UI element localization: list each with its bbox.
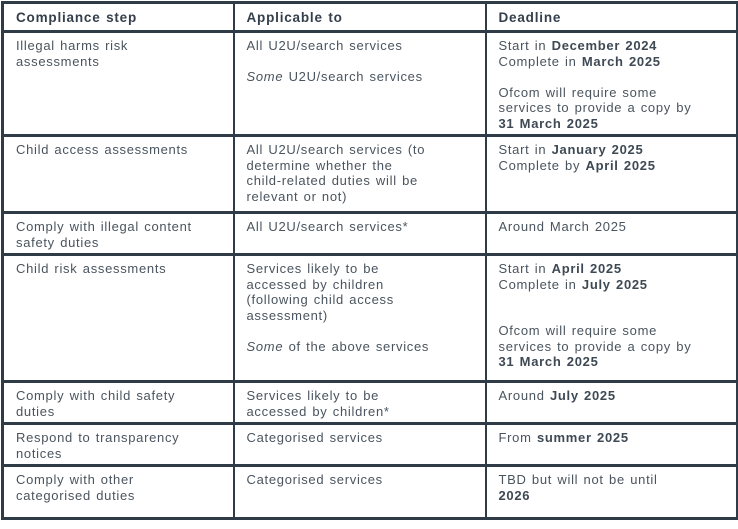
text-span: categorised duties <box>16 487 136 503</box>
compliance-step-cell <box>3 382 234 424</box>
text-span: Start in <box>498 142 552 157</box>
bold-text: December 2024 <box>551 38 658 53</box>
text-span: Services likely to be <box>246 261 380 276</box>
deadline-cell <box>486 466 738 519</box>
text-span: Comply with other <box>16 472 134 487</box>
text-span: Complete in <box>498 53 582 69</box>
deadline-cell <box>486 382 738 424</box>
table-row <box>3 382 738 424</box>
cell-line <box>499 158 725 174</box>
bold-text: March 2025 <box>581 53 661 69</box>
cell-line <box>16 404 221 420</box>
cell-line <box>499 142 725 158</box>
applicable-to-cell <box>234 32 486 136</box>
header-compliance-step: Compliance step <box>3 3 234 32</box>
text-span: From <box>498 430 537 445</box>
text-span: Complete by <box>498 157 586 173</box>
cell-line <box>247 261 473 277</box>
cell-line <box>247 142 473 158</box>
header-applicable-to: Applicable to <box>234 3 486 32</box>
bold-text: 31 March 2025 <box>498 115 599 131</box>
cell-line <box>16 472 221 488</box>
text-span: Categorised services <box>246 430 383 445</box>
cell-line <box>247 69 473 85</box>
cell-line <box>16 38 221 54</box>
text-span: assessments <box>16 53 100 69</box>
cell-line <box>499 472 725 488</box>
deadline-cell <box>486 136 738 213</box>
cell-line <box>499 261 725 277</box>
table-row <box>3 255 738 382</box>
text-span: duties <box>16 403 55 419</box>
compliance-step-cell <box>3 424 234 466</box>
bold-text: April 2025 <box>585 157 656 173</box>
cell-line <box>247 292 473 308</box>
cell-line <box>16 54 221 70</box>
cell-line <box>499 323 725 339</box>
applicable-to-cell <box>234 255 486 382</box>
compliance-step-cell <box>3 32 234 136</box>
text-span: Start in <box>498 261 552 276</box>
cell-line <box>16 219 221 235</box>
blank-line <box>499 292 725 308</box>
text-span: Services likely to be <box>246 388 380 403</box>
cell-line <box>499 388 725 404</box>
bold-text: July 2025 <box>549 388 616 403</box>
bold-text: 2026 <box>498 487 531 503</box>
text-span: U2U/search services <box>283 69 423 84</box>
text-span: safety duties <box>16 234 100 250</box>
compliance-table <box>1 1 738 520</box>
compliance-step-cell <box>3 136 234 213</box>
cell-line <box>247 308 473 324</box>
cell-line <box>247 38 473 54</box>
text-span: accessed by children <box>246 276 384 292</box>
cell-line <box>16 261 221 277</box>
text-span: services to provide a copy by <box>498 338 692 354</box>
cell-line <box>247 339 473 355</box>
applicable-to-cell <box>234 136 486 213</box>
italic-text: Some <box>246 69 284 84</box>
cell-line <box>16 446 221 462</box>
text-span: child-related duties will be <box>246 173 418 188</box>
cell-line <box>16 430 221 446</box>
cell-line <box>247 189 473 205</box>
text-span: All U2U/search services* <box>246 219 409 234</box>
deadline-cell <box>486 32 738 136</box>
text-span: notices <box>16 445 63 461</box>
text-span: (following child access <box>246 292 394 307</box>
cell-line <box>247 472 473 488</box>
bold-text: 31 March 2025 <box>498 354 599 369</box>
cell-line <box>499 54 725 70</box>
cell-line <box>247 430 473 446</box>
deadline-cell <box>486 213 738 255</box>
blank-line <box>247 323 473 339</box>
text-span: of the above services <box>283 338 430 354</box>
compliance-step-cell <box>3 213 234 255</box>
blank-line <box>499 69 725 85</box>
cell-line <box>499 277 725 293</box>
text-span: Around <box>498 388 550 403</box>
header-deadline: Deadline <box>486 3 738 32</box>
text-span: Start in <box>498 38 552 53</box>
applicable-to-cell <box>234 382 486 424</box>
compliance-step-cell <box>3 255 234 382</box>
deadline-cell <box>486 424 738 466</box>
text-span: determine whether the <box>246 157 393 173</box>
cell-line <box>499 116 725 132</box>
bold-text: January 2025 <box>551 142 644 157</box>
text-span: Comply with child safety <box>16 388 176 403</box>
text-span: Child risk assessments <box>16 261 167 276</box>
text-span: Child access assessments <box>16 142 188 157</box>
cell-line <box>247 277 473 293</box>
cell-line <box>247 219 473 235</box>
text-span: Complete in <box>498 276 582 292</box>
text-span: Ofcom will require some <box>498 323 658 338</box>
cell-line <box>247 404 473 420</box>
cell-line <box>16 388 221 404</box>
table-row <box>3 213 738 255</box>
text-span: accessed by children* <box>246 403 390 419</box>
cell-line <box>247 388 473 404</box>
text-span: assessment) <box>246 307 328 323</box>
cell-line <box>16 235 221 251</box>
deadline-cell <box>486 255 738 382</box>
bold-text: April 2025 <box>551 261 622 276</box>
cell-line <box>16 488 221 504</box>
table-row <box>3 466 738 519</box>
text-span: services to provide a copy by <box>498 100 692 115</box>
table-row <box>3 424 738 466</box>
cell-line <box>499 85 725 101</box>
bold-text: summer 2025 <box>536 430 629 445</box>
blank-line <box>247 54 473 70</box>
text-span: TBD but will not be until <box>498 472 658 487</box>
text-span: Categorised services <box>246 472 383 487</box>
cell-line <box>499 219 725 235</box>
text-span: Ofcom will require some <box>498 84 658 100</box>
applicable-to-cell <box>234 466 486 519</box>
cell-line <box>499 38 725 54</box>
table-row <box>3 32 738 136</box>
cell-line <box>499 339 725 355</box>
text-span: Around March 2025 <box>498 219 627 234</box>
table-row <box>3 136 738 213</box>
header-row <box>3 3 738 32</box>
text-span: All U2U/search services <box>246 38 403 53</box>
cell-line <box>16 142 221 158</box>
applicable-to-cell <box>234 424 486 466</box>
cell-line <box>499 354 725 370</box>
italic-text: Some <box>246 338 284 354</box>
applicable-to-cell <box>234 213 486 255</box>
cell-line <box>247 173 473 189</box>
compliance-step-cell <box>3 466 234 519</box>
text-span: Illegal harms risk <box>16 38 129 53</box>
cell-line <box>247 158 473 174</box>
text-span: All U2U/search services (to <box>246 142 426 157</box>
text-span: relevant or not) <box>246 188 348 204</box>
cell-line <box>499 100 725 116</box>
blank-line <box>499 308 725 324</box>
text-span: Respond to transparency <box>16 430 180 445</box>
cell-line <box>499 430 725 446</box>
text-span: Comply with illegal content <box>16 219 192 234</box>
bold-text: July 2025 <box>581 276 648 292</box>
cell-line <box>499 488 725 504</box>
